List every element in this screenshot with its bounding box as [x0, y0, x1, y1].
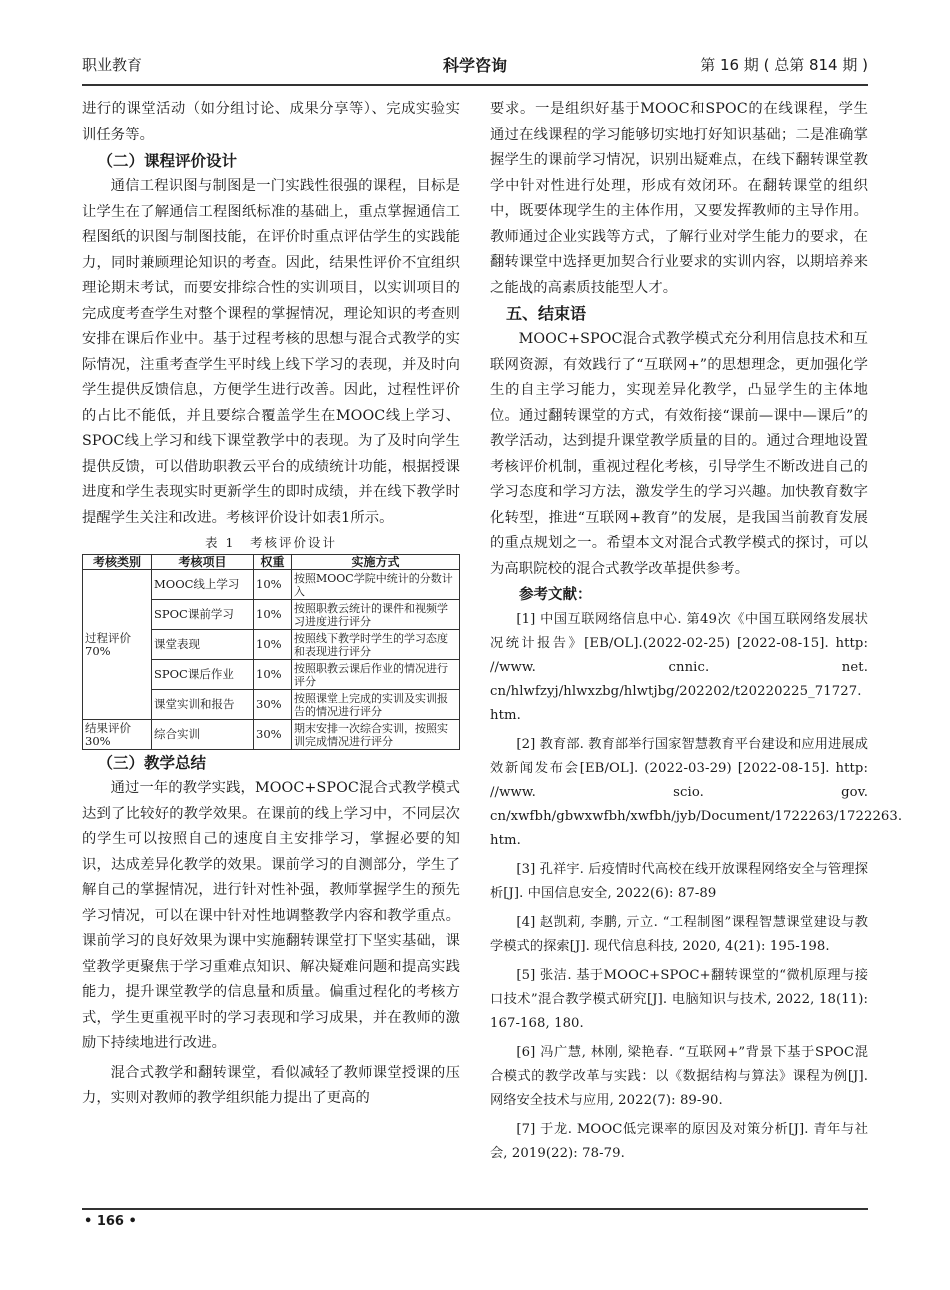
- page-number: • 166 •: [84, 1214, 137, 1229]
- section-heading-evaluation: （二）课程评价设计: [97, 152, 238, 170]
- table-header-cell: 考核项目: [152, 555, 254, 570]
- table-cell: 期末安排一次综合实训，按照实训完成情况进行评分: [292, 720, 460, 750]
- header-rule: [82, 84, 868, 86]
- table-header-row: [83, 555, 460, 570]
- table-cell: 按照职教云统计的课件和视频学习进度进行评分: [292, 600, 460, 630]
- reference-item: [1] 中国互联网络信息中心. 第49次《中国互联网络发展状况统计报告》[EB/OL].(2022-02-25) [2022-08-15]. http: //www. cnnic. net. cn/hlwfzyj/hlwxzbg/hlwtjbg/202202/t20220225_71727. htm.: [490, 612, 868, 723]
- table-row: [83, 720, 460, 750]
- left-column: [82, 97, 460, 1112]
- table-row: [83, 570, 460, 600]
- table-category-cell: 结果评价30%: [83, 720, 152, 750]
- table-caption: 表 1 考核评价设计: [205, 535, 337, 550]
- paragraph: 要求。一是组织好基于MOOC和SPOC的在线课程，学生通过在线课程的学习能够切实地打好知识基础；二是准确掌握学生的课前学习情况，识别出疑难点，在线下翻转课堂教学中针对性进行处理，形成有效闭环。在翻转课堂的组织中，既要体现学生的主体作用，又要发挥教师的主导作用。教师通过企业实践等方式，了解行业对学生能力的要求，在翻转课堂中选择更加契合行业要求的实训内容，以期培养来之能战的高素质技能型人才。: [490, 101, 868, 296]
- reference-item: [7] 于龙. MOOC低完课率的原因及对策分析[J]. 青年与社会, 2019(22): 78-79.: [490, 1122, 868, 1161]
- reference-item: [6] 冯广慧, 林刚, 梁艳春. “互联网+”背景下基于SPOC混合模式的教学改革与实践：以《数据结构与算法》课程为例[J]. 网络安全技术与应用, 2022(7): 89-90.: [490, 1045, 868, 1108]
- header-journal-title: 科学咨询: [442, 56, 507, 75]
- table-cell: 10%: [254, 630, 292, 660]
- table-cell: 10%: [254, 660, 292, 690]
- paragraph: 通过一年的教学实践，MOOC+SPOC混合式教学模式达到了比较好的教学效果。在课前的线上学习中，不同层次的学生可以按照自己的速度自主安排学习，掌握必要的知识，达成差异化教学的效果。课前学习的自测部分，学生了解自己的掌握情况，进行针对性补强，教师掌握学生的预先学习情况，可以在课中针对性地调整教学内容和教学重点。课前学习的良好效果为课中实施翻转课堂打下坚实基础，课堂教学更聚焦于学习重难点知识、解决疑难问题和提高实践能力，提升课堂教学的信息量和质量。偏重过程化的考核方式，学生更重视平时的学习表现和学习成果，并在教师的激励下持续地进行改进。: [82, 780, 460, 1051]
- table-cell: 按照线下教学时学生的学习态度和表现进行评分: [292, 630, 460, 660]
- table-cell: 课堂表现: [152, 630, 254, 660]
- table-cell: 课堂实训和报告: [152, 690, 254, 720]
- table-cell: 按照MOOC学院中统计的分数计入: [292, 570, 460, 600]
- table-cell: SPOC课前学习: [152, 600, 254, 630]
- reference-item: [3] 孔祥宇. 后疫情时代高校在线开放课程网络安全与管理探析[J]. 中国信息安全, 2022(6): 87-89: [490, 862, 868, 901]
- reference-list: [490, 608, 903, 1166]
- table-cell: 按照课堂上完成的实训及实训报告的情况进行评分: [292, 690, 460, 720]
- paragraph: 混合式教学和翻转课堂，看似减轻了教师课堂授课的压力，实则对教师的教学组织能力提出了更高的: [82, 1064, 460, 1106]
- reference-item: [5] 张洁. 基于MOOC+SPOC+翻转课堂的“微机原理与接口技术”混合教学模式研究[J]. 电脑知识与技术, 2022, 18(11): 167-168, 180.: [490, 968, 868, 1031]
- page-header: [82, 52, 868, 78]
- table-cell: 10%: [254, 600, 292, 630]
- right-column: [490, 97, 903, 1171]
- paragraph: 进行的课堂活动（如分组讨论、成果分享等）、完成实验实训任务等。: [82, 101, 460, 143]
- table-cell: 30%: [254, 720, 292, 750]
- table-header-cell: 实施方式: [292, 555, 460, 570]
- paragraph: 通信工程识图与制图是一门实践性很强的课程，目标是让学生在了解通信工程图纸标准的基础上，重点掌握通信工程图纸的识图与制图技能，在评价时重点评估学生的实践能力，同时兼顾理论知识的考查。因此，结果性评价不宜组织理论期末考试，而要安排综合性的实训项目，以实训项目的完成度考查学生对整个课程的掌握情况，理论知识的考查则安排在课后作业中。基于过程考核的思想与混合式教学的实际情况，注重考查学生平时线上线下学习的表现，并及时向学生提供反馈信息，方便学生进行改善。因此，过程性评价的占比不能低，并且要综合覆盖学生在MOOC线上学习、SPOC线上学习和线下课堂教学中的表现。为了及时向学生提供反馈，可以借助职教云平台的成绩统计功能，根据授课进度和学生表现实时更新学生的即时成绩，并在线下教学时提醒学生关注和改进。考核评价设计如表1所示。: [82, 178, 460, 526]
- section-heading-conclusion: 五、结束语: [506, 304, 587, 323]
- table-header-cell: 权重: [254, 555, 292, 570]
- table-cell: 10%: [254, 570, 292, 600]
- table-cell: 综合实训: [152, 720, 254, 750]
- table-cell: MOOC线上学习: [152, 570, 254, 600]
- reference-item: [4] 赵凯莉, 李鹏, 亓立. “工程制图”课程智慧课堂建设与教学模式的探索[J]. 现代信息科技, 2020, 4(21): 195-198.: [490, 915, 868, 954]
- header-section: 职业教育: [82, 56, 143, 74]
- section-heading-summary: （三）教学总结: [97, 754, 207, 772]
- header-issue: 第 16 期 ( 总第 814 期 ): [700, 56, 868, 74]
- table-category-cell: 过程评价70%: [83, 570, 152, 720]
- references-title: 参考文献：: [519, 587, 592, 603]
- footer-rule: [82, 1208, 868, 1210]
- table-header-cell: 考核类别: [83, 555, 152, 570]
- paragraph: MOOC+SPOC混合式教学模式充分利用信息技术和互联网资源，有效践行了“互联网+”的思想理念，更加强化学生的自主学习能力，实现差异化教学，凸显学生的主体地位。通过翻转课堂的方式，有效衔接“课前—课中—课后”的教学活动，达到提升课堂教学质量的目的。通过合理地设置考核评价机制，重视过程化考核，引导学生不断改进自己的学习态度和学习方法，激发学生的学习兴趣。加快教育数字化转型，推进“互联网+教育”的发展，是我国当前教育发展的重点规划之一。希望本文对混合式教学模式的探讨，可以为高职院校的混合式教学改革提供参考。: [490, 331, 868, 577]
- reference-item: [2] 教育部. 教育部举行国家智慧教育平台建设和应用进展成效新闻发布会[EB/OL]. (2022-03-29) [2022-08-15]. http: //www. scio. gov. cn/xwfbh/gbwxwfbh/xwfbh/jyb/Document/1722263/1722263. htm.: [490, 737, 903, 848]
- table-cell: 按照职教云课后作业的情况进行评分: [292, 660, 460, 690]
- table-cell: SPOC课后作业: [152, 660, 254, 690]
- table-cell: 30%: [254, 690, 292, 720]
- evaluation-table: [82, 554, 460, 750]
